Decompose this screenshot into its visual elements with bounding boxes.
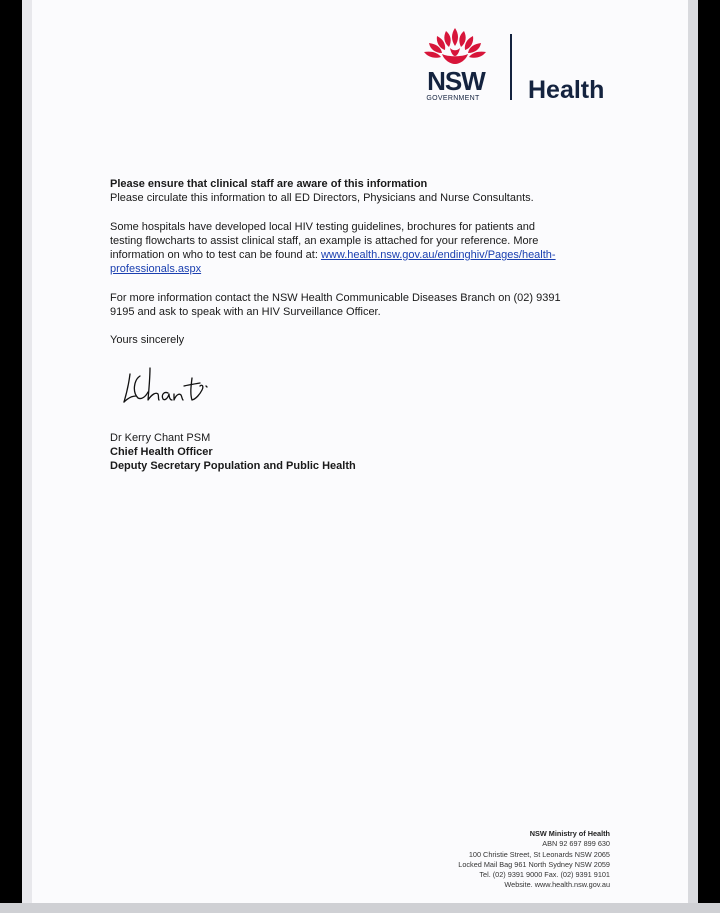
paragraph-2-line-1: For more information contact the NSW Health Communicable Diseases Branch on (02) 9391 [110, 292, 561, 304]
footer-org: NSW Ministry of Health [529, 829, 610, 838]
endinghiv-link-continued[interactable]: professionals.aspx [110, 263, 202, 275]
logo-health-text: Health [528, 76, 605, 104]
signatory-title-1: Chief Health Officer [110, 446, 213, 458]
footer-address-block [400, 829, 610, 891]
endinghiv-link[interactable]: www.health.nsw.gov.au/endinghiv/Pages/health- [320, 249, 556, 261]
footer-phone: Tel. (02) 9391 9000 Fax. (02) 9391 9101 [479, 870, 610, 880]
page-left-edge [22, 0, 32, 903]
signatory-name: Dr Kerry Chant PSM [110, 432, 211, 444]
page-bottom-edge [0, 903, 720, 913]
page-right-edge [688, 0, 698, 903]
footer-abn: ABN 92 697 899 630 [542, 839, 610, 849]
handwritten-signature [116, 362, 236, 412]
notice-heading: Please ensure that clinical staff are aware of this information [110, 178, 428, 190]
paragraph-1-line-3-text: information on who to test can be found at: [110, 249, 321, 261]
paragraph-2-line-2: 9195 and ask to speak with an HIV Surveillance Officer. [110, 306, 381, 318]
footer-mail: Locked Mail Bag 961 North Sydney NSW 2059 [458, 859, 610, 869]
footer-address: 100 Christie Street, St Leonards NSW 2065 [468, 849, 610, 859]
paragraph-1-line-2: testing flowcharts to assist clinical staff, an example is attached for your reference. More [110, 235, 539, 247]
nsw-health-logo [386, 26, 616, 106]
paragraph-1-line-1: Some hospitals have developed local HIV testing guidelines, brochures for patients and [110, 221, 535, 233]
notice-circulate: Please circulate this information to all ED Directors, Physicians and Nurse Consultants. [110, 192, 534, 204]
logo-divider [510, 34, 512, 100]
waratah-flower-icon [420, 26, 490, 70]
paragraph-1-line-3 [110, 248, 620, 262]
closing-text: Yours sincerely [110, 334, 185, 346]
signatory-title-2: Deputy Secretary Population and Public Health [110, 460, 356, 472]
paragraph-1-line-4 [110, 262, 620, 276]
logo-nsw-text: NSW [427, 66, 485, 96]
footer-website: Website. www.health.nsw.gov.au [504, 880, 610, 890]
logo-government-text: GOVERNMENT [426, 95, 480, 102]
